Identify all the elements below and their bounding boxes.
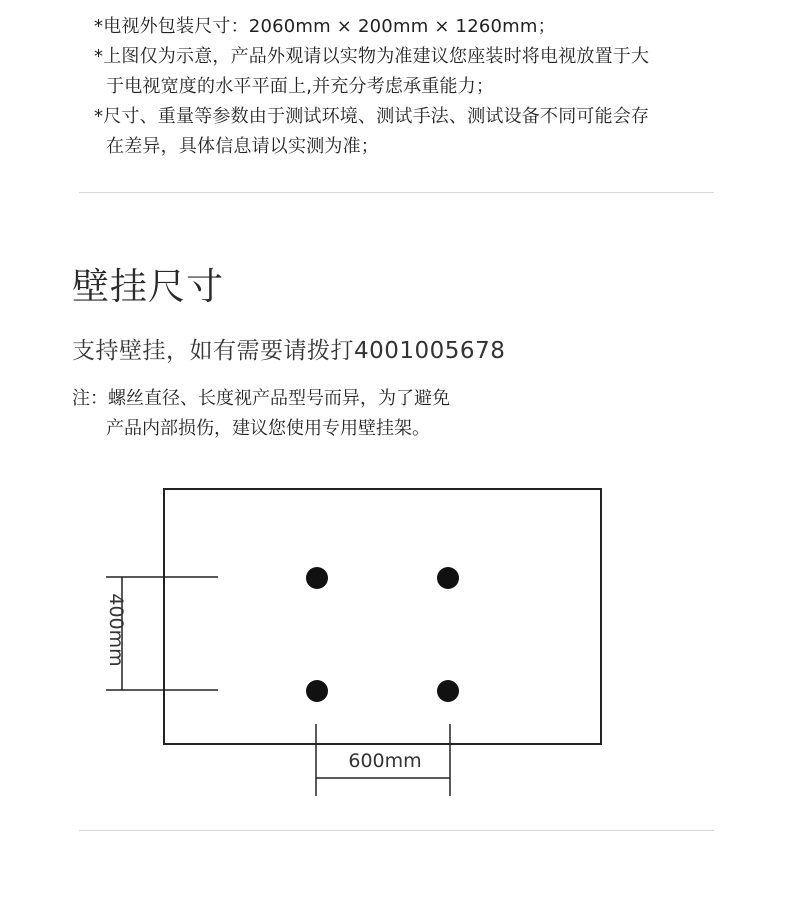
mount-hole-top-right bbox=[437, 567, 459, 589]
remark-line2: 产品内部损伤，建议您使用专用壁挂架。 bbox=[106, 418, 430, 439]
bottom-divider bbox=[79, 830, 714, 831]
note-parameters-line1: *尺寸、重量等参数由于测试环境、测试手法、测试设备不同可能会存 bbox=[94, 106, 650, 127]
mount-hole-bottom-right bbox=[437, 680, 459, 702]
note-parameters-line2: 在差异，具体信息请以实测为准； bbox=[106, 136, 379, 157]
mount-hole-top-left bbox=[306, 567, 328, 589]
tv-back-outline bbox=[164, 489, 601, 744]
mount-hole-bottom-left bbox=[306, 680, 328, 702]
wall-mount-hotline: 支持壁挂，如有需要请拨打4001005678 bbox=[72, 338, 506, 364]
horizontal-spacing-label: 600mm bbox=[348, 750, 422, 772]
vertical-spacing-label: 400mm bbox=[105, 593, 127, 667]
remark-line1: 注：螺丝直径、长度视产品型号而异，为了避免 bbox=[72, 388, 450, 409]
note-package-size: *电视外包装尺寸：2060mm × 200mm × 1260mm； bbox=[94, 16, 556, 37]
section-title: 壁挂尺寸 bbox=[72, 265, 224, 308]
note-appearance-line1: *上图仅为示意，产品外观请以实物为准建议您座装时将电视放置于大 bbox=[94, 46, 650, 67]
note-appearance-line2: 于电视宽度的水平平面上,并充分考虑承重能力； bbox=[106, 76, 495, 97]
